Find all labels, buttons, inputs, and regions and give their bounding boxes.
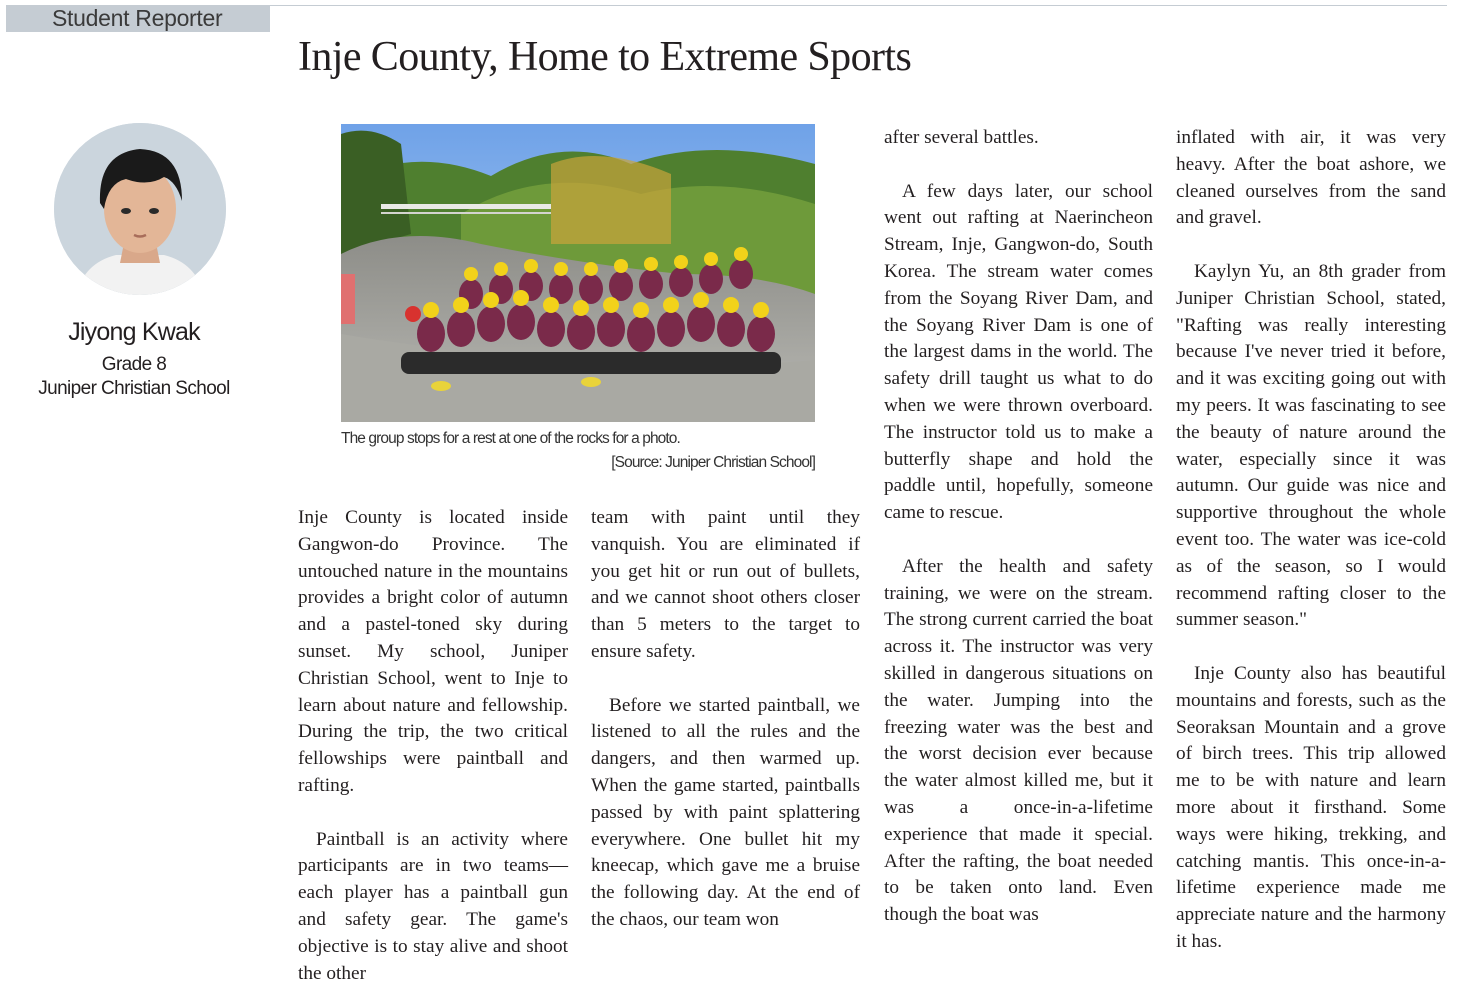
- author-grade: Grade 8: [101, 354, 167, 375]
- headline: Inje County, Home to Extreme Sports: [298, 34, 912, 80]
- paragraph: Before we started paintball, we listened to all the rules and the dangers, and then warmed up. When the game started, paintballs passed by with paint splattering everywhere. One bullet hit my kneecap, which gave me a bruise the following day. At the end of the chaos, our team won: [591, 694, 860, 930]
- article-column-3: [884, 125, 1153, 929]
- article-column-4: [1176, 125, 1446, 956]
- photo-caption: [341, 427, 815, 475]
- article-column-1: [298, 505, 568, 987]
- caption-source: [Source: Juniper Christian School]: [611, 454, 815, 471]
- paragraph: Paintball is an activity where participants are in two teams—each player has a paintball gun and safety gear. The game's objective is to stay alive and shoot the other: [298, 828, 568, 984]
- paragraph: inflated with air, it was very heavy. After the boat ashore, we cleaned ourselves from the sand and gravel.: [1176, 127, 1446, 229]
- author-avatar: [54, 123, 226, 295]
- paragraph: A few days later, our school went out rafting at Naerincheon Stream, Inje, Gangwon-do, South Korea. The stream water comes from the Soyang River Dam, and the Soyang River Dam is one of the largest dams in the world. The safety drill taught us what to do when we were thrown overboard. The instructor told us to make a butterfly shape and hold the paddle until, hopefully, someone came to rescue.: [884, 180, 1153, 524]
- paragraph: After the health and safety training, we were on the stream. The strong current carried the boat across it. The instructor was very skilled in dangerous situations on the water. Jumping into the freezing water was the best and the worst decision ever because the water almost killed me, but it was a once-in-a-lifetime experience that made it special. After the rafting, the boat needed to be taken onto land. Even though the boat was: [884, 555, 1153, 926]
- paragraph: team with paint until they vanquish. You are eliminated if you get hit or run out of bullets, and we cannot shoot others closer than 5 meters to the target to ensure safety.: [591, 507, 860, 662]
- author-school: Juniper Christian School: [38, 378, 230, 399]
- caption-text: The group stops for a rest at one of the rocks for a photo.: [341, 430, 680, 447]
- paragraph: Inje County is located inside Gangwon-do Province. The untouched nature in the mountains provides a bright color of autumn and a pastel-toned sky during sunset. My school, Juniper Christian School, went to Inje to learn about nature and fellowship. During the trip, the two critical fellowships were paintball and rafting.: [298, 507, 568, 796]
- header-rule: [270, 5, 1447, 6]
- paragraph: Inje County also has beautiful mountains and forests, such as the Seoraksan Mountain and a grove of birch trees. This trip allowed me to be with nature and learn more about it firsthand. Some ways were hiking, trekking, and catching mantis. This once-in-a-lifetime experience made me appreciate nature and the harmony it has.: [1176, 662, 1446, 952]
- article-column-2: [591, 505, 860, 934]
- group-photo: [341, 124, 815, 422]
- paragraph: Kaylyn Yu, an 8th grader from Juniper Christian School, stated, "Rafting was really interesting because I've never tried it before, and it was exciting going out with my peers. It was fascinating to see the beauty of nature around the water, especially since it was autumn. Our guide was nice and supportive throughout the whole event too. The water was ice-cold as of the season, so I would recommend rafting closer to the summer season.": [1176, 260, 1446, 631]
- paragraph: after several battles.: [884, 127, 1039, 148]
- section-label: Student Reporter: [52, 5, 223, 31]
- author-name: Jiyong Kwak: [68, 318, 200, 346]
